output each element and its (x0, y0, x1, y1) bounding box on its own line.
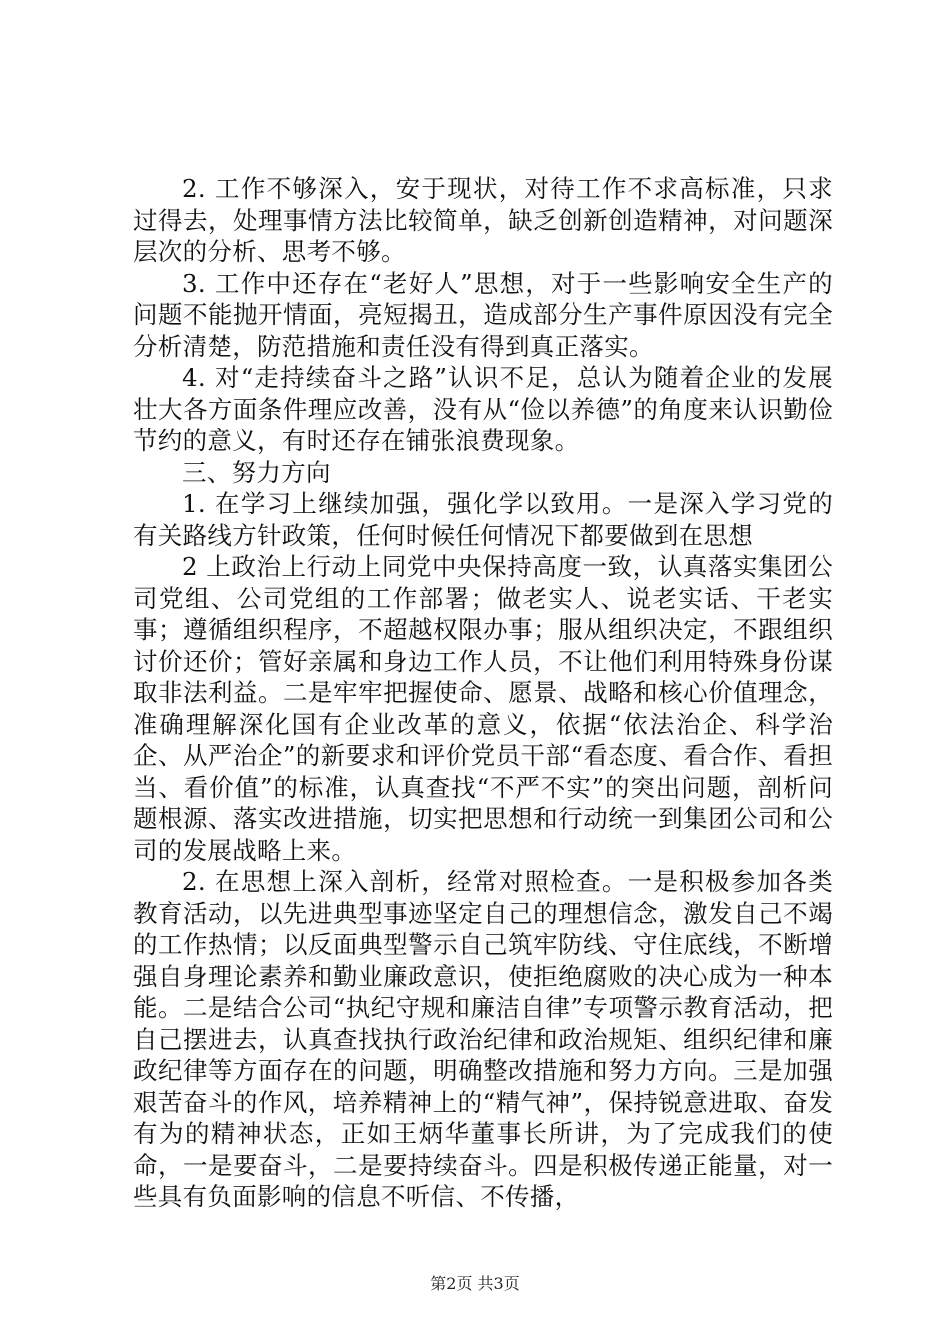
paragraph-item-3: 3. 工作中还存在“老好人”思想，对于一些影响安全生产的问题不能抛开情面，亮短揭丑，造成部分生产事件原因没有完全分析清楚，防范措施和责任没有得到真正落实。 (133, 268, 833, 361)
paragraph-item-2: 2. 工作不够深入，安于现状，对待工作不求高标准，只求过得去，处理事情方法比较简单，缺乏创新创造精神，对问题深层次的分析、思考不够。 (133, 174, 833, 266)
page-footer: 第2页 共3页 (430, 1274, 520, 1293)
paragraph-direction-2: 2. 在思想上深入剖析，经常对照检查。一是积极参加各类教育活动，以先进典型事迹坚定自己的理想信念，激发自己不竭的工作热情；以反面典型警示自己筑牢防线、守住底线，不断增强自身理论素养和勤业廉政意识，使拒绝腐败的决心成为一种本能。二是结合公司“执纪守规和廉洁自律”专项警示教育活动，把自己摆进去，认真查找执行政治纪律和政治规矩、组织纪律和廉政纪律等方面存在的问题，明确整改措施和努力方向。三是加强艰苦奋斗的作风，培养精神上的“精气神”，保持锐意进取、奋发有为的精神状态，正如王炳华董事长所讲，为了完成我们的使命，一是要奋斗，二是要持续奋斗。四是积极传递正能量，对一些具有负面影响的信息不听信、不传播， (133, 867, 833, 1211)
paragraph-direction-1: 1. 在学习上继续加强，强化学以致用。一是深入学习党的有关路线方针政策，任何时候任何情况下都要做到在思想 (133, 489, 833, 550)
document-body (133, 173, 833, 1213)
paragraph-direction-1-continued: 2 上政治上行动上同党中央保持高度一致，认真落实集团公司党组、公司党组的工作部署；做老实人、说老实话、干老实事；遵循组织程序，不超越权限办事；服从组织决定，不跟组织讨价还价；管好亲属和身边工作人员，不让他们利用特殊身份谋取非法利益。二是牢牢把握使命、愿景、战略和核心价值理念，准确理解深化国有企业改革的意义，依据“依法治企、科学治企、从严治企”的新要求和评价党员干部“看态度、看合作、看担当、看价值”的标准，认真查找“不严不实”的突出问题，剖析问题根源、落实改进措施，切实把思想和行动统一到集团公司和公司的发展战略上来。 (133, 552, 833, 865)
paragraph-item-4: 4. 对“走持续奋斗之路”认识不足，总认为随着企业的发展壮大各方面条件理应改善，没有从“俭以养德”的角度来认识勤俭节约的意义，有时还存在铺张浪费现象。 (133, 363, 833, 455)
section-heading: 三、努力方向 (182, 457, 331, 487)
